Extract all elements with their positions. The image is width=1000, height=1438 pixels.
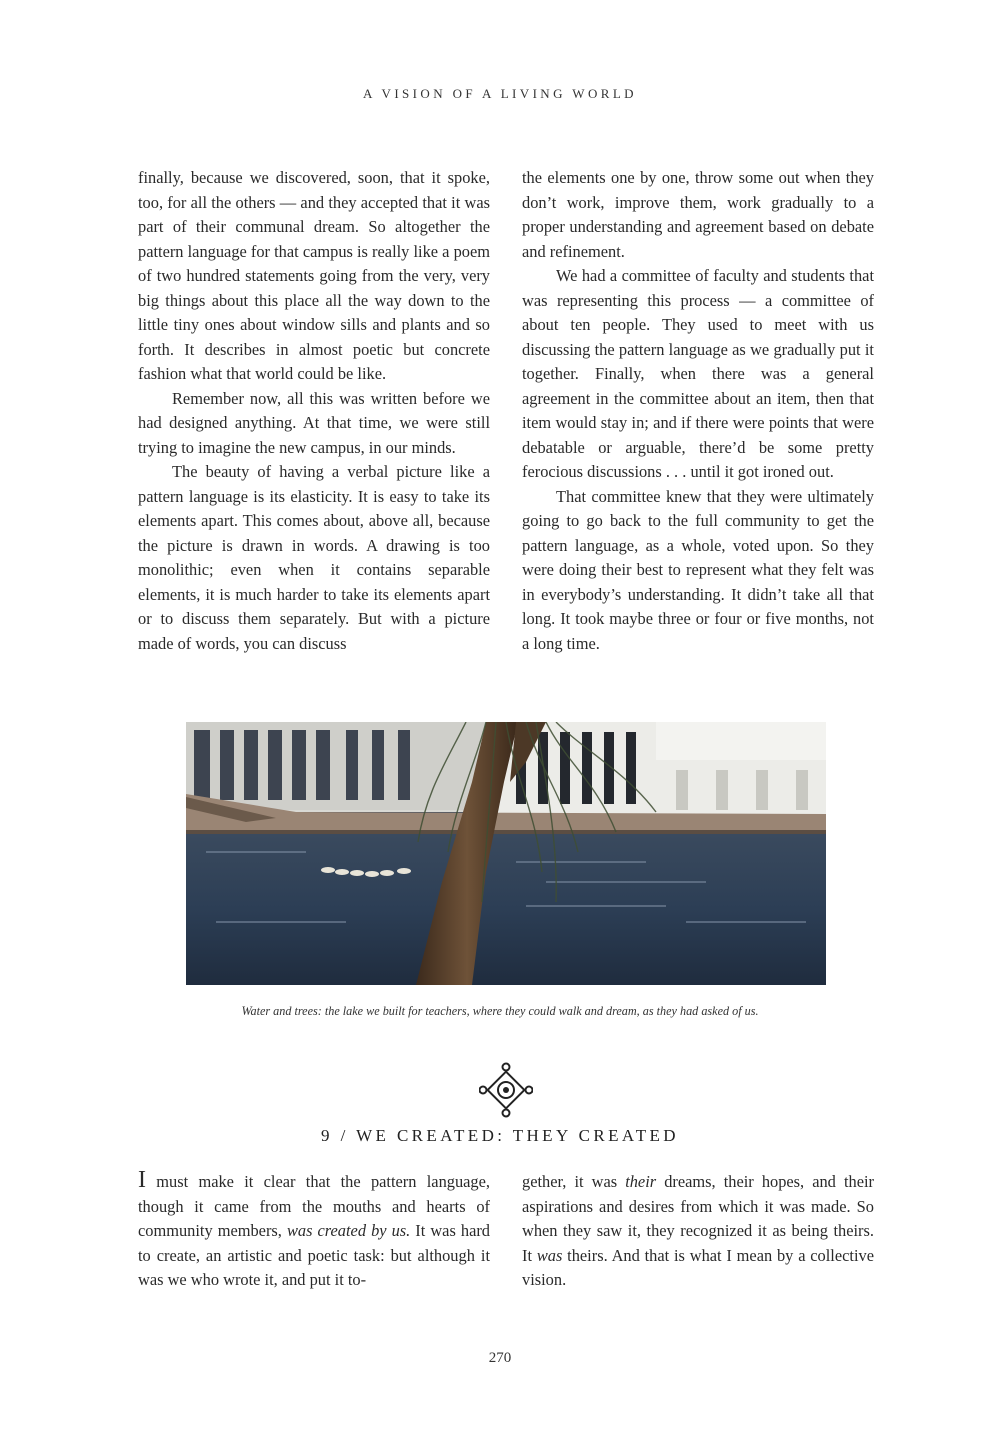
emphasis: was created by us. bbox=[286, 1221, 411, 1240]
paragraph: the elements one by one, throw some out when they don’t work, improve them, work gradually to a proper understanding and agreement based on debate and refinement. bbox=[522, 168, 874, 261]
text-run: theirs. And that is what I mean by a collective vision. bbox=[522, 1245, 874, 1289]
text-column-top-right bbox=[522, 166, 874, 656]
paragraph: The beauty of having a verbal picture like a pattern language is its elasticity. It is easy to take its elements apart. This comes about, above all, because the picture is drawn in words. A drawing is too monolithic; even when it contains separable elements, it is much harder to take its elements apart or to discuss them separately. But with a picture made of words, you can discuss bbox=[138, 462, 490, 653]
paragraph: Remember now, all this was written before we had designed anything. At that time, we were still trying to imagine the new campus, in our minds. bbox=[138, 388, 490, 457]
text-run: dreams, their hopes, and their aspirations and desires from which it was made. So when they saw it, they recognized it as being theirs. It bbox=[522, 1172, 874, 1265]
paragraph: We had a committee of faculty and students that was representing this process — a committee of about ten people. They used to meet with us discussing the pattern language as we gradually put it together. Finally, when there was a general agreement in the committee about an item, then that item would stay in; and if there were points that were debatable or arguable, there’d be some pretty ferocious discussions . . . until it got ironed out. bbox=[522, 266, 874, 481]
text-column-bottom-right bbox=[522, 1170, 874, 1293]
paragraph: finally, because we discovered, soon, that it spoke, too, for all the others — and they accepted that it was part of their communal dream. So altogether the pattern language for that campus is really like a poem of two hundred statements going from the very, very big things about this place all the way down to the little tiny ones about window sills and plants and so forth. It describes in almost poetic but concrete fashion what that world could be like. bbox=[138, 168, 490, 383]
photo-caption: Water and trees: the lake we built for teachers, where they could walk and dream, as they had asked of us. bbox=[241, 1004, 759, 1018]
text-column-bottom-left bbox=[138, 1167, 490, 1293]
section-ornament-icon bbox=[479, 1062, 533, 1118]
drop-cap: I bbox=[138, 1167, 146, 1193]
section-title: 9 / WE CREATED: THEY CREATED bbox=[321, 1126, 679, 1145]
emphasis: their bbox=[625, 1172, 657, 1191]
lake-photo bbox=[186, 722, 826, 985]
emphasis: was bbox=[536, 1245, 563, 1265]
text-column-top-left bbox=[138, 166, 490, 656]
lake-photo-illustration bbox=[186, 722, 826, 985]
running-head: A VISION OF A LIVING WORLD bbox=[363, 86, 637, 101]
paragraph bbox=[138, 1167, 490, 1293]
paragraph: That committee knew that they were ultimately going to go back to the full community to get the pattern language, as a whole, voted upon. So they were doing their best to represent what they felt was in everybody’s understanding. It didn’t take all that long. It took maybe three or four or five months, not a long time. bbox=[522, 486, 874, 653]
text-run: gether, it was bbox=[522, 1172, 626, 1191]
page-number: 270 bbox=[488, 1350, 512, 1366]
text-run: It was hard to create, an artistic and poetic task: but although it was we who wrote it, and put it to- bbox=[138, 1221, 490, 1289]
text-run: must make it clear that the pattern language, though it came from the mouths and hearts of community members, bbox=[138, 1172, 490, 1240]
paragraph bbox=[522, 1170, 874, 1293]
